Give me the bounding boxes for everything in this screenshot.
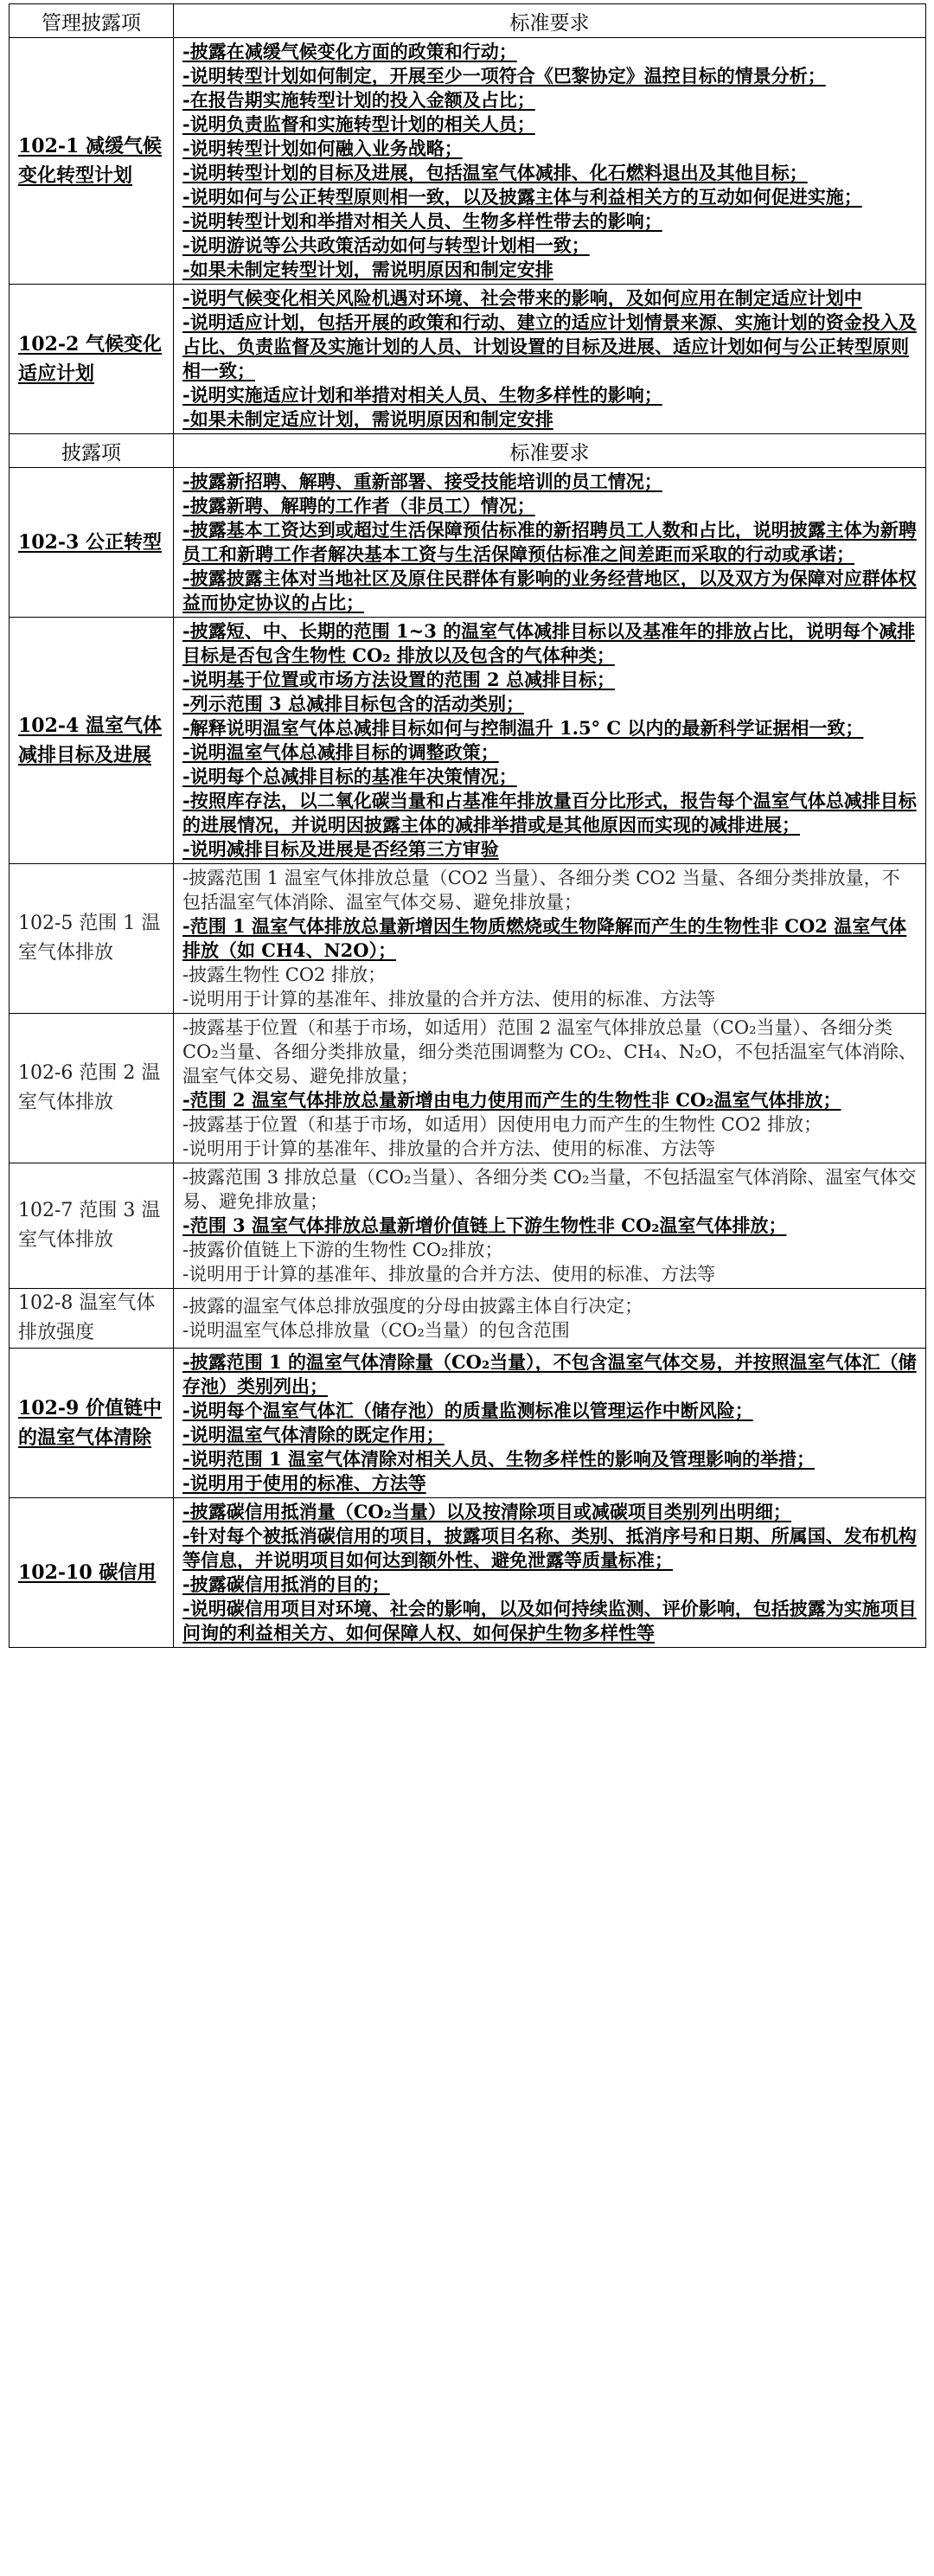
table-row xyxy=(10,285,926,434)
disclosure-item: 102-5 范围 1 温室气体排放 xyxy=(10,864,174,1014)
requirement-line: -说明基于位置或市场方法设置的范围 2 总减排目标； xyxy=(182,669,615,690)
requirement-line: -列示范围 3 总减排目标包含的活动类别； xyxy=(182,693,524,714)
disclosure-item: 102-9 价值链中的温室气体清除 xyxy=(10,1349,174,1498)
table-row xyxy=(10,38,926,285)
requirement-line: -说明温室气体总排放量（CO₂当量）的包含范围 xyxy=(182,1320,570,1341)
requirement-line: -披露披露主体对当地社区及原住民群体有影响的业务经营地区，以及双方为保障对应群体权益而协定协议的占比； xyxy=(182,567,917,613)
table-row xyxy=(10,864,926,1014)
header-col2: 标准要求 xyxy=(174,434,926,468)
requirement-line: -说明负责监督和实施转型计划的相关人员； xyxy=(182,113,535,135)
disclosure-item: 102-8 温室气体排放强度 xyxy=(10,1289,174,1349)
standards-table xyxy=(9,3,926,1648)
header-col1: 管理披露项 xyxy=(10,4,174,38)
requirements-cell xyxy=(174,38,926,285)
requirement-line: -针对每个被抵消碳信用的项目，披露项目名称、类别、抵消序号和日期、所属国、发布机构等信息，并说明项目如何达到额外性、避免泄露等质量标准； xyxy=(182,1525,917,1571)
table-row xyxy=(10,618,926,864)
requirement-line: -说明每个总减排目标的基准年决策情况； xyxy=(182,766,517,787)
requirement-line: -披露新聘、解聘的工作者（非员工）情况； xyxy=(182,495,535,516)
requirement-line: -如果未制定转型计划，需说明原因和制定安排 xyxy=(182,259,553,280)
table-row xyxy=(10,1289,926,1349)
requirement-line: -披露基于位置（和基于市场，如适用）因使用电力而产生的生物性 CO2 排放； xyxy=(182,1114,822,1135)
requirement-line: -说明用于计算的基准年、排放量的合并方法、使用的标准、方法等 xyxy=(182,989,716,1009)
requirement-line: -说明实施适应计划和举措对相关人员、生物多样性的影响； xyxy=(182,384,662,406)
requirement-line: -说明温室气体总减排目标的调整政策； xyxy=(182,741,499,763)
requirements-cell xyxy=(174,618,926,864)
table-row xyxy=(10,1349,926,1498)
table-row xyxy=(10,1163,926,1289)
requirement-line: -披露价值链上下游的生物性 CO₂排放； xyxy=(182,1240,503,1260)
requirement-line: -说明如何与公正转型原则相一致，以及披露主体与利益相关方的互动如何促进实施； xyxy=(182,186,862,208)
requirement-line: -如果未制定适应计划，需说明原因和制定安排 xyxy=(182,408,553,430)
requirements-cell xyxy=(174,1349,926,1498)
requirement-line: -说明温室气体清除的既定作用； xyxy=(182,1424,445,1445)
requirement-line: -说明游说等公共政策活动如何与转型计划相一致； xyxy=(182,234,590,256)
requirements-cell xyxy=(174,1498,926,1648)
requirement-line: -说明范围 1 温室气体清除对相关人员、生物多样性的影响及管理影响的举措； xyxy=(182,1448,815,1470)
table-row xyxy=(10,1014,926,1163)
requirement-line-new: -范围 3 温室气体排放总量新增价值链上下游生物性非 CO₂温室气体排放； xyxy=(182,1214,787,1236)
requirement-line: -披露在减缓气候变化方面的政策和行动； xyxy=(182,41,517,62)
requirement-line: -说明用于计算的基准年、排放量的合并方法、使用的标准、方法等 xyxy=(182,1138,716,1159)
requirements-cell xyxy=(174,1163,926,1289)
disclosure-item: 102-7 范围 3 温室气体排放 xyxy=(10,1163,174,1289)
requirements-cell xyxy=(174,1014,926,1163)
requirement-line: -披露范围 1 的温室气体清除量（CO₂当量），不包含温室气体交易，并按照温室气体汇（储存池）类别列出； xyxy=(182,1351,917,1397)
requirement-line: -说明用于计算的基准年、排放量的合并方法、使用的标准、方法等 xyxy=(182,1264,716,1285)
requirement-line: -说明每个温室气体汇（储存池）的质量监测标准以管理运作中断风险； xyxy=(182,1400,753,1421)
requirement-line: -披露范围 3 排放总量（CO₂当量）、各细分类 CO₂当量，不包括温室气体消除、温室气体交易、避免排放量； xyxy=(182,1167,917,1212)
header-col1: 披露项 xyxy=(10,434,174,468)
requirement-line: -说明气候变化相关风险机遇对环境、社会带来的影响，及如何应用在制定适应计划中 xyxy=(182,287,862,309)
disclosure-item: 102-1 减缓气候变化转型计划 xyxy=(10,38,174,285)
disclosure-item: 102-4 温室气体减排目标及进展 xyxy=(10,618,174,864)
requirements-cell xyxy=(174,468,926,618)
requirement-line: -说明转型计划如何制定，开展至少一项符合《巴黎协定》温控目标的情景分析； xyxy=(182,65,826,87)
requirement-line: -披露新招聘、解聘、重新部署、接受技能培训的员工情况； xyxy=(182,471,662,492)
requirement-line: -说明转型计划和举措对相关人员、生物多样性带去的影响； xyxy=(182,210,662,232)
requirement-line: -说明转型计划的目标及进展，包括温室气体减排、化石燃料退出及其他目标； xyxy=(182,162,808,183)
requirement-line-new: -范围 2 温室气体排放总量新增由电力使用而产生的生物性非 CO₂温室气体排放； xyxy=(182,1089,841,1111)
disclosure-item: 102-6 范围 2 温室气体排放 xyxy=(10,1014,174,1163)
requirement-line: -披露范围 1 温室气体排放总量（CO2 当量）、各细分类 CO2 当量、各细分类排放量，不包括温室气体消除、温室气体交易、避免排放量； xyxy=(182,868,900,913)
header-row xyxy=(10,4,926,38)
requirements-cell xyxy=(174,864,926,1014)
requirement-line: -说明减排目标及进展是否经第三方审验 xyxy=(182,838,499,860)
table-row xyxy=(10,1498,926,1648)
header-row xyxy=(10,434,926,468)
requirement-line: -披露基本工资达到或超过生活保障预估标准的新招聘员工人数和占比，说明披露主体为新聘员工和新聘工作者解决基本工资与生活保障预估标准之间差距而采取的行动或承诺； xyxy=(182,519,917,565)
requirement-line: -按照库存法，以二氧化碳当量和占基准年排放量百分比形式，报告每个温室气体总减排目标的进展情况，并说明因披露主体的减排举措或是其他原因而实现的减排进展； xyxy=(182,790,917,836)
requirement-line: -披露碳信用抵消的目的； xyxy=(182,1573,390,1595)
requirement-line: -说明用于使用的标准、方法等 xyxy=(182,1472,426,1494)
requirement-line: -披露基于位置（和基于市场，如适用）范围 2 温室气体排放总量（CO₂当量）、各细分类 CO₂当量、各细分类排放量，细分类范围调整为 CO₂、CH₄、N₂O，不包括温室气体消除、温室气体交易、避免排放量； xyxy=(182,1017,917,1086)
requirement-line: -说明碳信用项目对环境、社会的影响，以及如何持续监测、评价影响，包括披露为实施项目问询的利益相关方、如何保障人权、如何保护生物多样性等 xyxy=(182,1598,917,1644)
requirement-line: -说明转型计划如何融入业务战略； xyxy=(182,138,463,159)
requirement-line: -披露生物性 CO2 排放； xyxy=(182,964,387,985)
requirement-line: -说明适应计划，包括开展的政策和行动、建立的适应计划情景来源、实施计划的资金投入及占比、负责监督及实施计划的人员、计划设置的目标及进展、适应计划如何与公正转型原则相一致； xyxy=(182,311,917,381)
requirements-cell xyxy=(174,1289,926,1349)
requirement-line-new: -范围 1 温室气体排放总量新增因生物质燃烧或生物降解而产生的生物性非 CO2 温室气体排放（如 CH4、N2O）； xyxy=(182,915,907,961)
disclosure-item: 102-3 公正转型 xyxy=(10,468,174,618)
requirement-line: -解释说明温室气体总减排目标如何与控制温升 1.5° C 以内的最新科学证据相一致； xyxy=(182,717,864,739)
requirement-line: -披露碳信用抵消量（CO₂当量）以及按清除项目或减碳项目类别列出明细； xyxy=(182,1501,791,1522)
requirement-line: -披露的温室气体总排放强度的分母由披露主体自行决定； xyxy=(182,1296,643,1317)
requirement-line: -在报告期实施转型计划的投入金额及占比； xyxy=(182,89,535,111)
requirement-line: -披露短、中、长期的范围 1~3 的温室气体减排目标以及基准年的排放占比，说明每个减排目标是否包含生物性 CO₂ 排放以及包含的气体种类； xyxy=(182,620,916,666)
header-col2: 标准要求 xyxy=(174,4,926,38)
disclosure-item: 102-10 碳信用 xyxy=(10,1498,174,1648)
table-row xyxy=(10,468,926,618)
requirements-cell xyxy=(174,285,926,434)
disclosure-item: 102-2 气候变化适应计划 xyxy=(10,285,174,434)
